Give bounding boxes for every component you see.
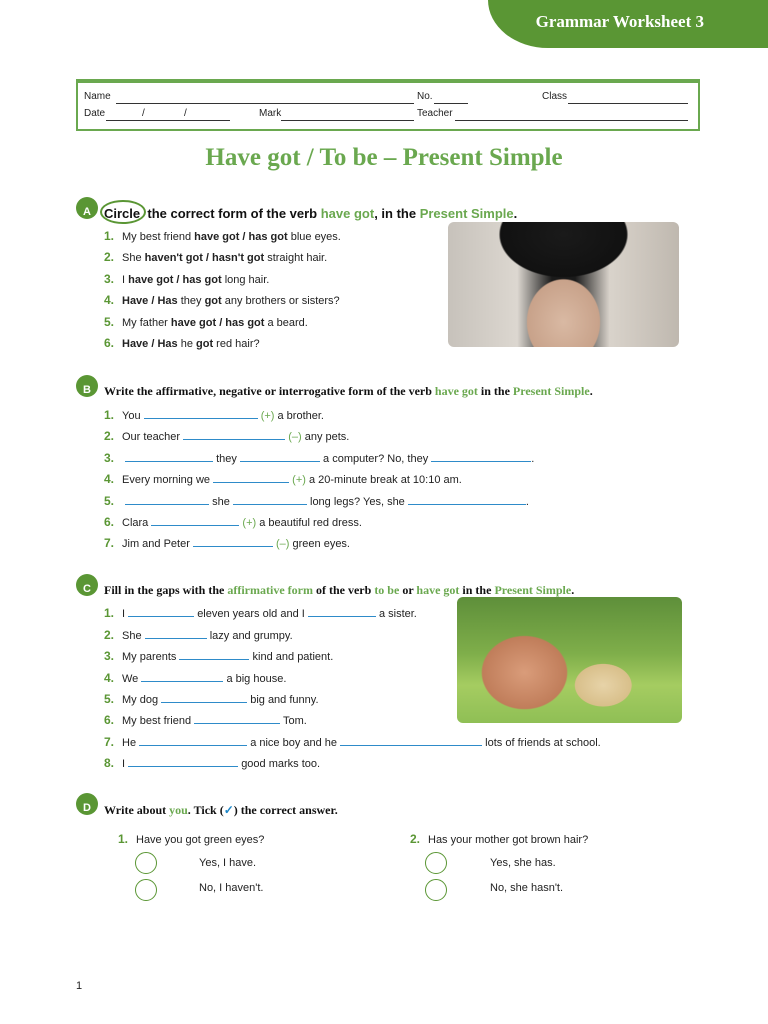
section-d-badge: D <box>76 793 98 815</box>
teacher-field[interactable] <box>455 108 688 121</box>
answer-blank[interactable] <box>179 648 249 660</box>
header-tab <box>488 0 768 48</box>
name-field[interactable] <box>116 91 414 104</box>
answer-blank[interactable] <box>128 755 238 767</box>
answer-blank[interactable] <box>308 605 376 617</box>
no-field[interactable] <box>434 91 468 104</box>
list-item: 4. Every morning we (+) a 20-minute break at 10:10 am. <box>104 472 462 486</box>
list-item: 6. Have / Has he got red hair? <box>104 336 260 350</box>
answer-blank[interactable] <box>151 514 239 526</box>
date-label: Date <box>84 108 106 119</box>
answer-no-2: No, she hasn't. <box>490 882 564 894</box>
answer-blank[interactable] <box>144 407 258 419</box>
date-separator: / <box>142 108 145 119</box>
section-b-badge: B <box>76 375 98 397</box>
answer-blank[interactable] <box>213 471 289 483</box>
list-item: 7. He a nice boy and he lots of friends at school. <box>104 735 601 749</box>
section-d-instruction: Write about you. Tick (✓) the correct answer. <box>104 803 338 817</box>
page-number: 1 <box>76 980 83 992</box>
list-item: 2. She haven't got / hasn't got straight hair. <box>104 250 328 264</box>
list-item: 3. My parents kind and patient. <box>104 649 334 663</box>
list-item: 5. My dog big and funny. <box>104 692 319 706</box>
list-item: 1. My best friend have got / has got blue eyes. <box>104 229 341 243</box>
answer-blank[interactable] <box>233 493 307 505</box>
class-field[interactable] <box>568 91 688 104</box>
list-item: 1. I eleven years old and I a sister. <box>104 606 417 620</box>
list-item: 6. My best friend Tom. <box>104 713 307 727</box>
section-a-badge: A <box>76 197 98 219</box>
tick-circle-no-1[interactable] <box>135 879 157 901</box>
list-item: 4. We a big house. <box>104 671 287 685</box>
tick-circle-no-2[interactable] <box>425 879 447 901</box>
answer-blank[interactable] <box>194 712 280 724</box>
class-label: Class <box>542 91 568 102</box>
list-item: 5. My father have got / has got a beard. <box>104 315 308 329</box>
answer-blank[interactable] <box>141 670 223 682</box>
tick-icon: ✓ <box>223 803 234 817</box>
mark-field[interactable] <box>281 108 414 121</box>
section-a-instruction: Circle the correct form of the verb have got, in the Present Simple. <box>104 206 518 221</box>
answer-blank[interactable] <box>161 691 247 703</box>
worksheet-title: Grammar Worksheet 3 <box>535 12 704 31</box>
page-title: Have got / To be – Present Simple <box>205 144 563 171</box>
question-2: 2. Has your mother got brown hair? <box>410 832 589 846</box>
question-1: 1. Have you got green eyes? <box>118 832 265 846</box>
list-item: 2. She lazy and grumpy. <box>104 628 293 642</box>
section-c-instruction: Fill in the gaps with the affirmative form of the verb to be or have got in the Present Simple. <box>104 583 575 597</box>
answer-blank[interactable] <box>431 450 531 462</box>
list-item: 3. they a computer? No, they . <box>104 451 535 465</box>
tick-circle-yes-2[interactable] <box>425 852 447 874</box>
answer-blank[interactable] <box>183 428 285 440</box>
answer-blank[interactable] <box>145 627 207 639</box>
student-info-box <box>76 79 700 131</box>
answer-blank[interactable] <box>408 493 526 505</box>
date-field[interactable] <box>106 108 230 121</box>
answer-blank[interactable] <box>125 450 213 462</box>
name-label: Name <box>84 91 111 102</box>
list-item: 4. Have / Has they got any brothers or sisters? <box>104 293 340 307</box>
answer-yes-1: Yes, I have. <box>199 857 257 869</box>
list-item: 5. she long legs? Yes, she . <box>104 494 529 508</box>
family-photo <box>457 597 682 723</box>
list-item: 1. You (+) a brother. <box>104 408 324 422</box>
answer-blank[interactable] <box>340 734 482 746</box>
list-item: 3. I have got / has got long hair. <box>104 272 270 286</box>
section-c-badge: C <box>76 574 98 596</box>
list-item: 2. Our teacher (–) any pets. <box>104 429 350 443</box>
tick-circle-yes-1[interactable] <box>135 852 157 874</box>
list-item: 8. I good marks too. <box>104 756 321 770</box>
section-b-instruction: Write the affirmative, negative or interrogative form of the verb have got in the Present Simple. <box>104 384 593 398</box>
boy-photo <box>448 222 679 347</box>
no-label: No. <box>417 91 433 102</box>
date-separator: / <box>184 108 187 119</box>
answer-no-1: No, I haven't. <box>199 882 264 894</box>
mark-label: Mark <box>259 108 282 119</box>
answer-blank[interactable] <box>193 535 273 547</box>
teacher-label: Teacher <box>417 108 453 119</box>
answer-yes-2: Yes, she has. <box>490 857 556 869</box>
answer-blank[interactable] <box>125 493 209 505</box>
answer-blank[interactable] <box>240 450 320 462</box>
answer-blank[interactable] <box>128 605 194 617</box>
list-item: 7. Jim and Peter (–) green eyes. <box>104 536 350 550</box>
answer-blank[interactable] <box>139 734 247 746</box>
list-item: 6. Clara (+) a beautiful red dress. <box>104 515 362 529</box>
